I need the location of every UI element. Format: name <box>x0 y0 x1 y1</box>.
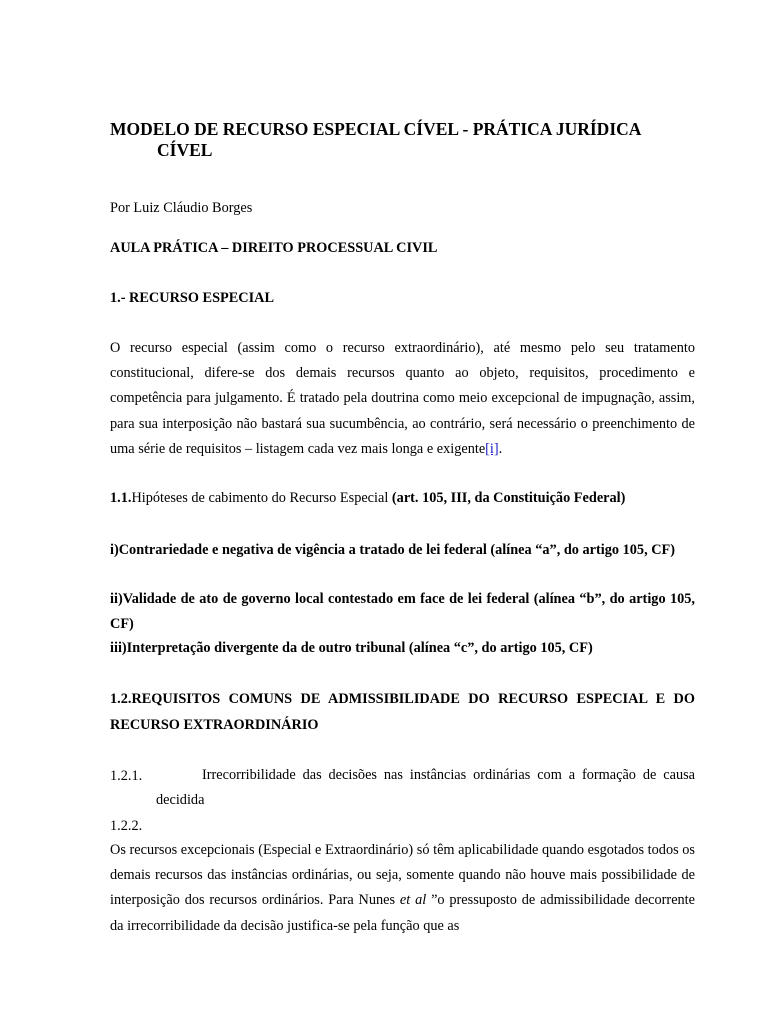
intro-paragraph <box>110 336 695 462</box>
final-text-italic: et al <box>399 892 432 909</box>
hypothesis-item: i)Contrariedade e negativa de vigência a tratado de lei federal (alínea “a”, do artigo 105, CF) <box>110 542 676 558</box>
section-1-2-heading: 1.2.REQUISITOS COMUNS DE ADMISSIBILIDADE DO RECURSO ESPECIAL E DO RECURSO EXTRAORDINÁRIO <box>110 691 695 733</box>
document-title <box>110 119 695 161</box>
title-line-1: MODELO DE RECURSO ESPECIAL CÍVEL - PRÁTICA JURÍDICA <box>110 119 642 139</box>
section-1-1 <box>110 489 625 507</box>
item-1-2-1-number: 1.2.1. <box>110 768 143 784</box>
section-1-1-number: 1.1. <box>110 490 132 506</box>
item-1-2-2-number: 1.2.2. <box>110 818 143 834</box>
intro-text: O recurso especial (assim como o recurso extraordinário), até mesmo pelo seu tratamento constitucional, difere-se dos demais recursos quanto ao objeto, requisitos, procedimento e competência para julgamento. É tratado pela doutrina como meio excepcional de impugnação, assim, para sua interposição não bastará sua sucumbência, ao contrário, será necessário o preenchimento de uma série de requisitos – listagem cada vez mais longa e exigente <box>110 340 695 457</box>
section-1-1-text: Hipóteses de cabimento do Recurso Especial <box>131 490 392 506</box>
intro-end: . <box>498 440 503 457</box>
final-paragraph <box>110 838 695 939</box>
final-text-start: Os recursos excepcionais (Especial e Extraordinário) só têm aplicabilidade quando esgotados todos os demais recursos das instâncias ordinárias, ou seja, somente quando não houve mais possibilidade de interposição dos recursos ordinários. Para Nunes <box>110 842 695 909</box>
title-line-2: CÍVEL <box>157 140 213 160</box>
author-line: Por Luiz Cláudio Borges <box>110 200 253 216</box>
section-1-1-reference: (art. 105, III, da Constituição Federal) <box>391 490 626 506</box>
section-1-heading: 1.- RECURSO ESPECIAL <box>110 290 275 306</box>
hypothesis-item: ii)Validade de ato de governo local contestado em face de lei federal (alínea “b”, do artigo 105, CF) <box>110 591 695 632</box>
final-text-end: ”o pressuposto de admissibilidade decorrente da irrecorribilidade da decisão justifica-se pela função que as <box>110 892 696 934</box>
item-1-2-1-text: Irrecorribilidade das decisões nas instâncias ordinárias com a formação de causa decidida <box>156 767 695 809</box>
hypothesis-item: iii)Interpretação divergente da de outro tribunal (alínea “c”, do artigo 105, CF) <box>110 640 593 656</box>
footnote-link[interactable]: [i] <box>485 440 499 457</box>
subtitle: AULA PRÁTICA – DIREITO PROCESSUAL CIVIL <box>110 240 438 256</box>
